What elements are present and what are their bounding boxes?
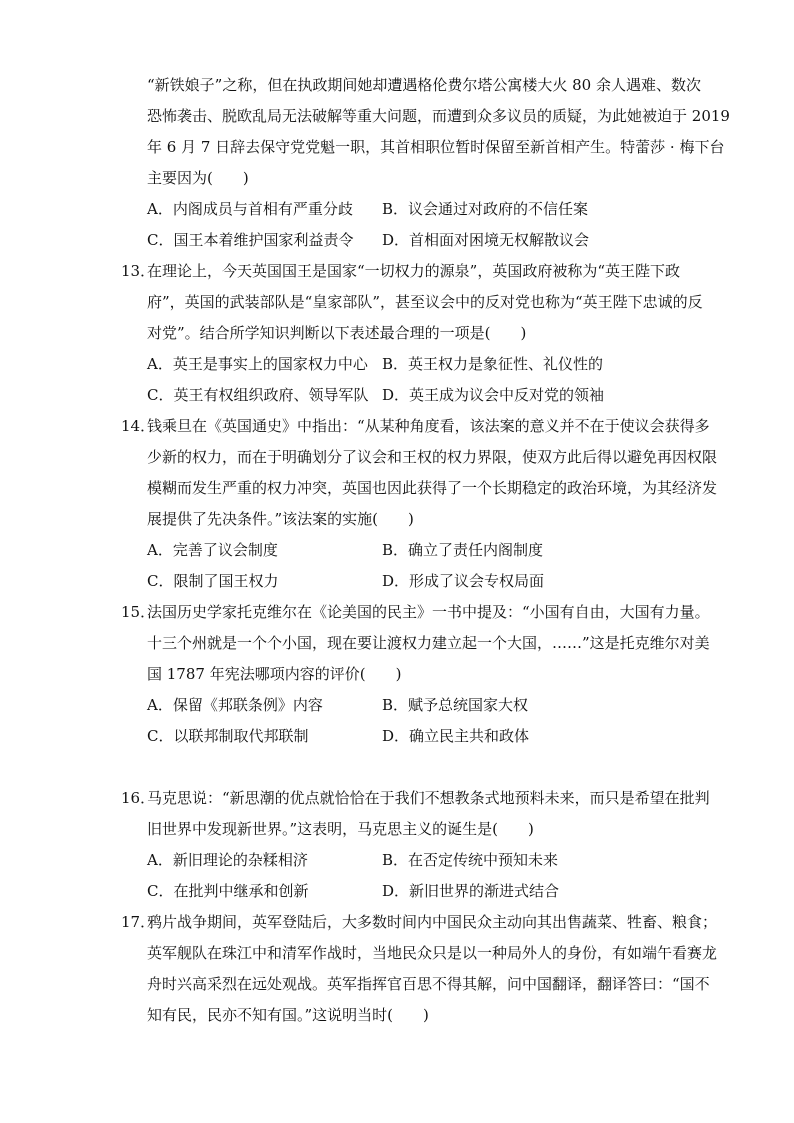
q14-option-b: B．确立了责任内阁制度 xyxy=(382,541,544,559)
q15-option-d: D．确立民主共和政体 xyxy=(382,727,530,745)
q16-stem-line-1: 马克思说：“新思潮的优点就恰恰在于我们不想教条式地预料未来，而只是希望在批判 xyxy=(147,789,710,807)
q12-option-d: D．首相面对困境无权解散议会 xyxy=(382,231,590,249)
q16-number: 16． xyxy=(121,789,156,807)
q17-stem-line-2: 英军舰队在珠江中和清军作战时，当地民众只是以一种局外人的身份，有如端午看赛龙 xyxy=(147,944,718,962)
q12-stem-line-4: 主要因为( ) xyxy=(147,169,249,187)
q14-stem-line-3: 模糊而发生严重的权力冲突，英国也因此获得了一个长期稳定的政治环境，为其经济发 xyxy=(147,479,718,497)
q16-stem-line-2: 旧世界中发现新世界。”这表明，马克思主义的诞生是( ) xyxy=(147,820,534,838)
q14-stem-line-4: 展提供了先决条件。”该法案的实施( ) xyxy=(147,510,414,528)
q16-option-b: B．在否定传统中预知未来 xyxy=(382,851,559,869)
q13-stem-line-3: 对党”。结合所学知识判断以下表述最合理的一项是( ) xyxy=(147,324,527,342)
q13-option-b: B．英王权力是象征性、礼仪性的 xyxy=(382,355,604,373)
q13-option-d: D．英王成为议会中反对党的领袖 xyxy=(382,386,605,404)
q16-option-d: D．新旧世界的渐进式结合 xyxy=(382,882,560,900)
q14-number: 14． xyxy=(121,417,156,435)
q17-stem-line-4: 知有民，民亦不知有国。”这说明当时( ) xyxy=(147,1006,429,1024)
q14-option-d: D．形成了议会专权局面 xyxy=(382,572,545,590)
q12-option-c: C．国王本着维护国家利益责令 xyxy=(147,231,354,249)
q13-stem-line-1: 在理论上，今天英国国王是国家“一切权力的源泉”，英国政府被称为“英王陛下政 xyxy=(147,262,681,280)
q13-option-c: C．英王有权组织政府、领导军队 xyxy=(147,386,369,404)
q14-stem-line-1: 钱乘旦在《英国通史》中指出：“从某种角度看，该法案的意义并不在于使议会获得多 xyxy=(147,417,710,435)
q17-number: 17． xyxy=(121,913,156,931)
q13-number: 13． xyxy=(121,262,156,280)
q15-stem-line-2: 十三个州就是一个个小国，现在要让渡权力建立起一个大国，……”这是托克维尔对美 xyxy=(147,634,710,652)
q12-stem-line-2: 恐怖袭击、脱欧乱局无法破解等重大问题，而遭到众多议员的质疑，为此她被迫于 2019 xyxy=(147,107,730,125)
q13-option-a: A．英王是事实上的国家权力中心 xyxy=(147,355,368,373)
q12-option-a: A．内阁成员与首相有严重分歧 xyxy=(147,200,353,218)
q13-stem-line-2: 府”，英国的武装部队是“皇家部队”，甚至议会中的反对党也称为“英王陛下忠诚的反 xyxy=(147,293,703,311)
q12-stem-line-1: “新铁娘子”之称，但在执政期间她却遭遇格伦费尔塔公寓楼大火 80 余人遇难、数次 xyxy=(147,76,701,94)
q12-option-b: B．议会通过对政府的不信任案 xyxy=(382,200,589,218)
q15-number: 15． xyxy=(121,603,156,621)
q14-stem-line-2: 少新的权力，而在于明确划分了议会和王权的权力界限，使双方此后得以避免再因权限 xyxy=(147,448,718,466)
q16-option-c: C．在批判中继承和创新 xyxy=(147,882,309,900)
q15-option-a: A．保留《邦联条例》内容 xyxy=(147,696,323,714)
q14-option-a: A．完善了议会制度 xyxy=(147,541,278,559)
q15-stem-line-3: 国 1787 年宪法哪项内容的评价( ) xyxy=(147,665,402,683)
q17-stem-line-1: 鸦片战争期间，英军登陆后，大多数时间内中国民众主动向其出售蔬菜、牲畜、粮食； xyxy=(147,913,718,931)
q14-option-c: C．限制了国王权力 xyxy=(147,572,279,590)
q17-stem-line-3: 舟时兴高采烈在远处观战。英军指挥官百思不得其解，问中国翻译，翻译答曰：“国不 xyxy=(147,975,710,993)
q16-option-a: A．新旧理论的杂糅相济 xyxy=(147,851,308,869)
q15-option-c: C．以联邦制取代邦联制 xyxy=(147,727,309,745)
q15-stem-line-1: 法国历史学家托克维尔在《论美国的民主》一书中提及：“小国有自由，大国有力量。 xyxy=(147,603,710,621)
q12-stem-line-3: 年 6 月 7 日辞去保守党党魁一职，其首相职位暂时保留至新首相产生。特蕾莎 · 梅下台 xyxy=(147,138,725,156)
q15-option-b: B．赋予总统国家大权 xyxy=(382,696,529,714)
